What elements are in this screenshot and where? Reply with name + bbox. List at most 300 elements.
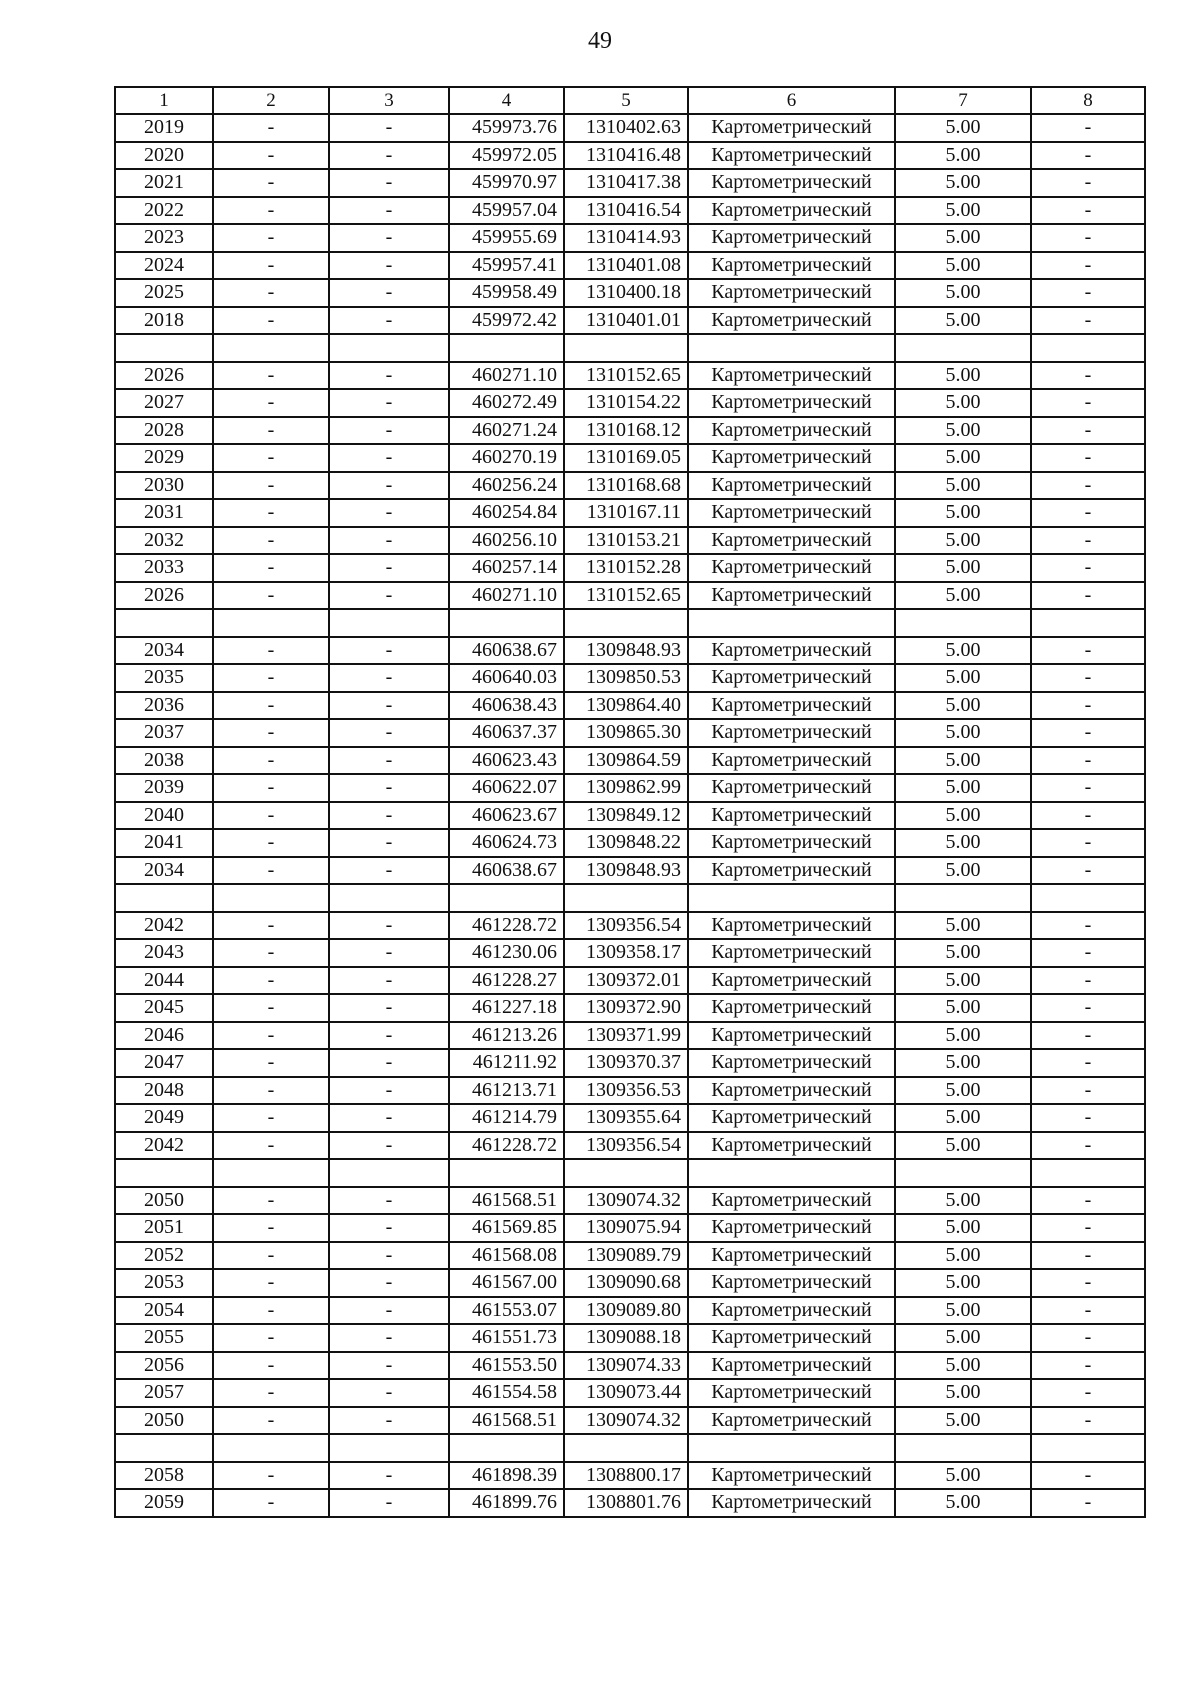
table-cell: 2050 <box>115 1407 213 1435</box>
table-cell: - <box>329 527 449 555</box>
table-cell: 460256.10 <box>449 527 564 555</box>
table-cell: - <box>329 1324 449 1352</box>
table-cell: - <box>1031 279 1145 307</box>
table-cell: 461568.51 <box>449 1187 564 1215</box>
table-cell: - <box>329 554 449 582</box>
table-cell: 1309090.68 <box>564 1269 688 1297</box>
table-cell-empty <box>895 884 1031 912</box>
table-cell: - <box>1031 472 1145 500</box>
table-cell: - <box>213 747 329 775</box>
table-cell: 5.00 <box>895 1407 1031 1435</box>
table-cell: Картометрический <box>688 1187 895 1215</box>
table-cell-empty <box>1031 884 1145 912</box>
table-cell-empty <box>213 334 329 362</box>
table-cell: 460272.49 <box>449 389 564 417</box>
table-cell: 1309848.93 <box>564 857 688 885</box>
table-cell: - <box>1031 389 1145 417</box>
table-cell: Картометрический <box>688 747 895 775</box>
table-cell: 1309848.22 <box>564 829 688 857</box>
table-cell: 460640.03 <box>449 664 564 692</box>
table-cell: 461568.51 <box>449 1407 564 1435</box>
table-cell: 1309849.12 <box>564 802 688 830</box>
table-cell: 1309372.01 <box>564 967 688 995</box>
coordinates-table <box>114 86 1146 1518</box>
table-cell-empty <box>115 1159 213 1187</box>
table-cell: Картометрический <box>688 1379 895 1407</box>
table-cell: Картометрический <box>688 664 895 692</box>
table-cell: 2025 <box>115 279 213 307</box>
table-cell: - <box>1031 1132 1145 1160</box>
table-cell: 2029 <box>115 444 213 472</box>
table-cell-empty <box>1031 334 1145 362</box>
table-header-row <box>115 87 1145 114</box>
table-separator-row <box>115 1434 1145 1462</box>
table-cell: 461213.71 <box>449 1077 564 1105</box>
table-row <box>115 664 1145 692</box>
table-cell: Картометрический <box>688 307 895 335</box>
table-cell-empty <box>564 1434 688 1462</box>
column-header: 7 <box>895 87 1031 114</box>
table-cell: Картометрический <box>688 389 895 417</box>
table-cell: - <box>1031 197 1145 225</box>
table-cell: 5.00 <box>895 1132 1031 1160</box>
table-row <box>115 554 1145 582</box>
table-cell: 1310417.38 <box>564 169 688 197</box>
table-cell: 2052 <box>115 1242 213 1270</box>
table-cell-empty <box>564 334 688 362</box>
table-cell: 1310152.65 <box>564 362 688 390</box>
column-header: 5 <box>564 87 688 114</box>
table-cell: 5.00 <box>895 1489 1031 1517</box>
table-cell: - <box>329 692 449 720</box>
table-cell: Картометрический <box>688 279 895 307</box>
table-row <box>115 252 1145 280</box>
table-cell: 1310168.12 <box>564 417 688 445</box>
table-row <box>115 582 1145 610</box>
table-cell: - <box>329 939 449 967</box>
table-cell: - <box>329 389 449 417</box>
table-cell: Картометрический <box>688 362 895 390</box>
table-cell-empty <box>329 884 449 912</box>
table-cell: 5.00 <box>895 1462 1031 1490</box>
table-cell: Картометрический <box>688 637 895 665</box>
table-cell: 5.00 <box>895 1242 1031 1270</box>
table-cell: 460254.84 <box>449 499 564 527</box>
table-cell: 5.00 <box>895 1297 1031 1325</box>
table-row <box>115 279 1145 307</box>
table-cell: 2048 <box>115 1077 213 1105</box>
table-cell: 2050 <box>115 1187 213 1215</box>
table-cell: - <box>1031 527 1145 555</box>
table-cell: 1310168.68 <box>564 472 688 500</box>
table-cell: - <box>329 114 449 142</box>
table-cell: 1310416.54 <box>564 197 688 225</box>
table-row <box>115 1049 1145 1077</box>
table-cell: Картометрический <box>688 444 895 472</box>
table-cell: 2053 <box>115 1269 213 1297</box>
table-cell-empty <box>115 334 213 362</box>
table-cell: - <box>329 252 449 280</box>
table-row <box>115 1104 1145 1132</box>
table-cell: Картометрический <box>688 1242 895 1270</box>
table-row <box>115 857 1145 885</box>
table-cell: - <box>329 747 449 775</box>
table-cell-empty <box>449 1434 564 1462</box>
table-cell: 460622.07 <box>449 774 564 802</box>
table-cell: - <box>213 1352 329 1380</box>
table-cell: - <box>1031 1022 1145 1050</box>
table-cell-empty <box>115 1434 213 1462</box>
column-header: 6 <box>688 87 895 114</box>
table-cell: Картометрический <box>688 554 895 582</box>
table-cell-empty <box>329 1434 449 1462</box>
table-cell: - <box>1031 1049 1145 1077</box>
table-cell: 5.00 <box>895 1379 1031 1407</box>
table-cell: - <box>1031 939 1145 967</box>
table-cell: 2042 <box>115 1132 213 1160</box>
table-cell: - <box>329 637 449 665</box>
table-cell: Картометрический <box>688 1352 895 1380</box>
table-cell: - <box>1031 1352 1145 1380</box>
table-cell: 1310153.21 <box>564 527 688 555</box>
table-cell: - <box>213 1489 329 1517</box>
table-cell: 2026 <box>115 582 213 610</box>
table-cell: 5.00 <box>895 1214 1031 1242</box>
table-cell: 5.00 <box>895 692 1031 720</box>
table-cell: 460638.43 <box>449 692 564 720</box>
table-cell: - <box>1031 1214 1145 1242</box>
table-cell: Картометрический <box>688 1297 895 1325</box>
table-cell: - <box>213 499 329 527</box>
table-cell: 461551.73 <box>449 1324 564 1352</box>
table-cell: - <box>213 1379 329 1407</box>
table-cell: 461228.72 <box>449 912 564 940</box>
table-row <box>115 197 1145 225</box>
table-cell: 5.00 <box>895 499 1031 527</box>
table-cell: 2038 <box>115 747 213 775</box>
table-cell: 1310401.01 <box>564 307 688 335</box>
table-cell: Картометрический <box>688 169 895 197</box>
table-cell: Картометрический <box>688 499 895 527</box>
table-row <box>115 1214 1145 1242</box>
page-number: 49 <box>588 28 612 54</box>
table-cell: 459957.04 <box>449 197 564 225</box>
table-cell: 2054 <box>115 1297 213 1325</box>
table-cell: - <box>329 444 449 472</box>
table-cell: - <box>1031 912 1145 940</box>
table-cell: 2023 <box>115 224 213 252</box>
table-cell: 1309356.53 <box>564 1077 688 1105</box>
table-cell: - <box>329 1077 449 1105</box>
table-separator-row <box>115 609 1145 637</box>
table-cell-empty <box>688 1434 895 1462</box>
table-cell: 5.00 <box>895 444 1031 472</box>
table-cell: - <box>329 224 449 252</box>
table-cell: 5.00 <box>895 1324 1031 1352</box>
table-cell: - <box>329 472 449 500</box>
table-cell: Картометрический <box>688 197 895 225</box>
table-cell: 5.00 <box>895 252 1031 280</box>
table-cell: 1308801.76 <box>564 1489 688 1517</box>
table-cell: 2026 <box>115 362 213 390</box>
table-cell-empty <box>329 1159 449 1187</box>
column-header: 4 <box>449 87 564 114</box>
table-cell: 460637.37 <box>449 719 564 747</box>
table-cell: 1310401.08 <box>564 252 688 280</box>
table-cell: 2042 <box>115 912 213 940</box>
table-cell: 5.00 <box>895 857 1031 885</box>
table-cell: 2019 <box>115 114 213 142</box>
table-row <box>115 169 1145 197</box>
table-cell: - <box>329 1104 449 1132</box>
table-cell-empty <box>449 334 564 362</box>
table-cell: Картометрический <box>688 857 895 885</box>
table-cell: Картометрический <box>688 967 895 995</box>
table-cell: - <box>329 1269 449 1297</box>
table-cell: 1309848.93 <box>564 637 688 665</box>
table-cell-empty <box>329 609 449 637</box>
table-cell: - <box>1031 829 1145 857</box>
table-cell: 2040 <box>115 802 213 830</box>
table-cell: 1310154.22 <box>564 389 688 417</box>
table-cell: 2028 <box>115 417 213 445</box>
table-cell: 5.00 <box>895 719 1031 747</box>
table-cell: - <box>213 802 329 830</box>
table-cell: - <box>1031 857 1145 885</box>
table-cell: Картометрический <box>688 224 895 252</box>
table-row <box>115 1324 1145 1352</box>
table-row <box>115 114 1145 142</box>
table-cell: - <box>1031 362 1145 390</box>
table-cell: 2037 <box>115 719 213 747</box>
table-cell: - <box>213 719 329 747</box>
table-cell: - <box>1031 1104 1145 1132</box>
table-cell: - <box>1031 802 1145 830</box>
table-cell: 1309089.79 <box>564 1242 688 1270</box>
table-row <box>115 747 1145 775</box>
table-row <box>115 307 1145 335</box>
table-cell: 5.00 <box>895 967 1031 995</box>
table-cell: 2031 <box>115 499 213 527</box>
table-row <box>115 994 1145 1022</box>
table-cell: - <box>1031 692 1145 720</box>
table-cell: 1309862.99 <box>564 774 688 802</box>
table-cell: - <box>213 967 329 995</box>
table-cell: - <box>1031 1187 1145 1215</box>
table-cell: - <box>1031 142 1145 170</box>
table-row <box>115 1187 1145 1215</box>
table-cell: 2034 <box>115 637 213 665</box>
table-cell: 459972.05 <box>449 142 564 170</box>
table-cell: - <box>213 582 329 610</box>
table-row <box>115 1269 1145 1297</box>
table-cell: 2041 <box>115 829 213 857</box>
table-cell: 1309850.53 <box>564 664 688 692</box>
table-cell: - <box>1031 1324 1145 1352</box>
table-row <box>115 1352 1145 1380</box>
table-cell: 1309358.17 <box>564 939 688 967</box>
table-cell: 5.00 <box>895 472 1031 500</box>
table-cell-empty <box>115 884 213 912</box>
table-cell: 1309370.37 <box>564 1049 688 1077</box>
table-cell: 5.00 <box>895 224 1031 252</box>
table-cell: 459973.76 <box>449 114 564 142</box>
table-cell: 5.00 <box>895 554 1031 582</box>
table-cell: - <box>1031 719 1145 747</box>
table-cell: 1310169.05 <box>564 444 688 472</box>
table-cell: 461227.18 <box>449 994 564 1022</box>
table-cell: Картометрический <box>688 1462 895 1490</box>
table-cell: 5.00 <box>895 1077 1031 1105</box>
table-cell: - <box>1031 1379 1145 1407</box>
table-cell: 5.00 <box>895 1269 1031 1297</box>
table-separator-row <box>115 334 1145 362</box>
table-cell: 5.00 <box>895 994 1031 1022</box>
table-row <box>115 637 1145 665</box>
table-cell: - <box>213 1324 329 1352</box>
table-row <box>115 939 1145 967</box>
table-row <box>115 142 1145 170</box>
table-cell: 460257.14 <box>449 554 564 582</box>
table-cell: 460638.67 <box>449 857 564 885</box>
table-cell: 1309372.90 <box>564 994 688 1022</box>
table-cell: Картометрический <box>688 1269 895 1297</box>
table-cell: - <box>329 829 449 857</box>
table-cell: - <box>213 224 329 252</box>
table-cell: Картометрический <box>688 692 895 720</box>
table-cell: 460623.67 <box>449 802 564 830</box>
table-cell: 5.00 <box>895 939 1031 967</box>
table-cell: Картометрический <box>688 1077 895 1105</box>
table-row <box>115 1297 1145 1325</box>
table-cell: - <box>329 362 449 390</box>
table-cell: 461553.50 <box>449 1352 564 1380</box>
table-cell: - <box>1031 554 1145 582</box>
table-cell-empty <box>688 334 895 362</box>
table-row <box>115 967 1145 995</box>
table-cell: - <box>329 1379 449 1407</box>
table-cell: - <box>213 912 329 940</box>
table-cell: 1310167.11 <box>564 499 688 527</box>
table-cell: 459958.49 <box>449 279 564 307</box>
table-cell: - <box>1031 1269 1145 1297</box>
table-cell: 461230.06 <box>449 939 564 967</box>
table-cell: 1309073.44 <box>564 1379 688 1407</box>
table-cell: 2049 <box>115 1104 213 1132</box>
table-cell: 459970.97 <box>449 169 564 197</box>
table-cell: 2030 <box>115 472 213 500</box>
table-cell-empty <box>449 884 564 912</box>
table-cell: - <box>213 857 329 885</box>
table-cell: - <box>329 994 449 1022</box>
table-cell-empty <box>895 1434 1031 1462</box>
table-cell: 461228.27 <box>449 967 564 995</box>
table-cell: 2047 <box>115 1049 213 1077</box>
table-cell: 5.00 <box>895 774 1031 802</box>
table-cell: - <box>329 774 449 802</box>
table-cell: - <box>213 1214 329 1242</box>
table-cell: - <box>213 1242 329 1270</box>
column-header: 1 <box>115 87 213 114</box>
table-cell: - <box>329 1489 449 1517</box>
table-cell: - <box>329 1407 449 1435</box>
table-row <box>115 1077 1145 1105</box>
table-cell: - <box>1031 1077 1145 1105</box>
table-cell: Картометрический <box>688 527 895 555</box>
table-cell: - <box>329 197 449 225</box>
table-cell: 2058 <box>115 1462 213 1490</box>
table-cell: Картометрический <box>688 582 895 610</box>
table-cell: - <box>213 307 329 335</box>
table-row <box>115 719 1145 747</box>
table-cell: 460271.24 <box>449 417 564 445</box>
table-cell: 1310152.65 <box>564 582 688 610</box>
table-cell: Картометрический <box>688 994 895 1022</box>
table-cell: 1309865.30 <box>564 719 688 747</box>
table-cell: 461211.92 <box>449 1049 564 1077</box>
table-cell: 2055 <box>115 1324 213 1352</box>
table-cell-empty <box>1031 609 1145 637</box>
table-cell-empty <box>213 884 329 912</box>
table-cell: - <box>213 362 329 390</box>
table-cell: 2034 <box>115 857 213 885</box>
table-cell: - <box>1031 637 1145 665</box>
table-cell: - <box>1031 1297 1145 1325</box>
table-cell: 2045 <box>115 994 213 1022</box>
table-cell: 5.00 <box>895 1352 1031 1380</box>
table-cell: - <box>329 1462 449 1490</box>
table-cell: 461554.58 <box>449 1379 564 1407</box>
table-row <box>115 499 1145 527</box>
table-cell-empty <box>564 1159 688 1187</box>
table-row <box>115 224 1145 252</box>
table-cell: - <box>1031 747 1145 775</box>
table-cell: Картометрический <box>688 472 895 500</box>
table-cell: - <box>213 1077 329 1105</box>
table-cell: - <box>1031 1242 1145 1270</box>
table-cell: - <box>213 444 329 472</box>
table-cell: - <box>213 527 329 555</box>
table-cell: - <box>213 169 329 197</box>
table-cell: - <box>329 1242 449 1270</box>
table-cell: - <box>329 1187 449 1215</box>
table-cell: 5.00 <box>895 637 1031 665</box>
table-cell: 5.00 <box>895 197 1031 225</box>
table-cell: Картометрический <box>688 1407 895 1435</box>
table-cell: - <box>213 114 329 142</box>
table-cell: 1309356.54 <box>564 912 688 940</box>
table-cell: Картометрический <box>688 1104 895 1132</box>
table-cell: 1310414.93 <box>564 224 688 252</box>
table-cell: - <box>1031 499 1145 527</box>
table-cell: Картометрический <box>688 114 895 142</box>
table-row <box>115 444 1145 472</box>
table-cell-empty <box>688 609 895 637</box>
table-cell-empty <box>895 1159 1031 1187</box>
table-cell: 5.00 <box>895 1049 1031 1077</box>
table-cell: - <box>213 1462 329 1490</box>
table-cell: 5.00 <box>895 664 1031 692</box>
table-cell: 1310152.28 <box>564 554 688 582</box>
table-cell: - <box>213 1297 329 1325</box>
table-cell: - <box>1031 967 1145 995</box>
table-cell: 2051 <box>115 1214 213 1242</box>
table-cell: 459957.41 <box>449 252 564 280</box>
table-cell: - <box>1031 1489 1145 1517</box>
table-cell: 460256.24 <box>449 472 564 500</box>
table-cell: 2035 <box>115 664 213 692</box>
table-cell: 461568.08 <box>449 1242 564 1270</box>
